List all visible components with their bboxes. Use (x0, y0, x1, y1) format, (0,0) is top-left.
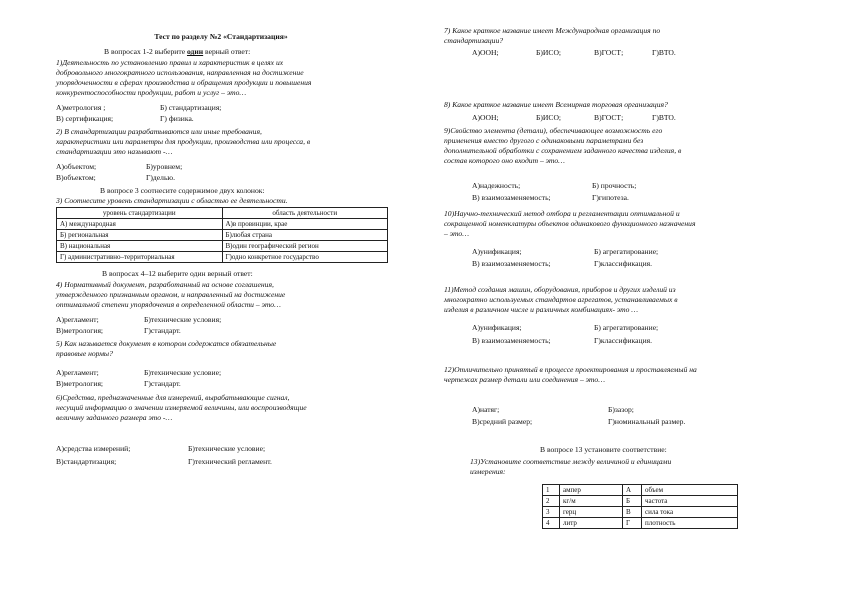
q8-option-b[interactable]: Б)ИСО; (536, 113, 562, 122)
q2-option-c[interactable]: В)объектом; (56, 173, 96, 182)
q12-option-a[interactable]: А)натяг; (472, 405, 500, 414)
q1-text-line: конкурентоспособности продукции, работ и услуг – это… (56, 88, 247, 97)
table3-cell: В)один географический регион (222, 241, 388, 252)
q5-option-b[interactable]: Б)технические условие; (144, 368, 222, 377)
q7-option-d[interactable]: Г)ВТО. (652, 48, 676, 57)
table-row (543, 496, 738, 507)
table13-cell: 2 (543, 496, 560, 507)
q7-option-a[interactable]: А)ООН; (472, 48, 499, 57)
table13-cell: объем (642, 485, 738, 496)
test-title: Тест по разделу №2 «Стандартизация» (154, 32, 288, 41)
q1-text-line: добровольного многократного использования, направленная на достижение (56, 68, 304, 77)
table13-cell: А (623, 485, 642, 496)
table13-cell: 1 (543, 485, 560, 496)
q11-text-line: изделия в различном числе и различных комбинациях- это … (444, 305, 639, 314)
q8-option-c[interactable]: В)ГОСТ; (594, 113, 624, 122)
q5-option-c[interactable]: В)метрология; (56, 379, 104, 388)
table3-cell: Б)любая страна (222, 230, 388, 241)
table13-cell: 3 (543, 507, 560, 518)
q4-option-c[interactable]: В)метрология; (56, 326, 104, 335)
q2-text-line: стандартизации это называют -… (56, 147, 173, 156)
table3-cell: В) национальная (57, 241, 223, 252)
q7-text-line: 7) Какое краткое название имеет Международная организация по (444, 26, 661, 35)
q13-matching-table (542, 484, 738, 529)
q9-option-c[interactable]: В) взаимозаменяемость; (472, 193, 551, 202)
q12-option-d[interactable]: Г)номинальный размер. (608, 417, 686, 426)
q4-option-a[interactable]: А)регламент; (56, 315, 99, 324)
q5-option-d[interactable]: Г)стандарт. (144, 379, 181, 388)
table-row (543, 507, 738, 518)
q4-option-b[interactable]: Б)технические условия; (144, 315, 222, 324)
table13-cell: 4 (543, 518, 560, 529)
q7-text-line: стандартизации? (444, 36, 504, 45)
table-row (57, 241, 388, 252)
table-row (543, 518, 738, 529)
q8-option-a[interactable]: А)ООН; (472, 113, 499, 122)
q5-option-a[interactable]: А)регламент; (56, 368, 99, 377)
q9-option-b[interactable]: Б) прочность; (592, 181, 637, 190)
q6-option-a[interactable]: А)средства измерений; (56, 444, 131, 453)
q8-text: 8) Какое краткое название имеет Всемирная торговая организация? (444, 100, 668, 109)
q5-text-line: правовые нормы? (56, 349, 113, 358)
q6-option-d[interactable]: Г)технический регламент. (188, 457, 272, 466)
q3-matching-table (56, 207, 388, 263)
table13-cell: герц (560, 507, 623, 518)
q1-option-d[interactable]: Г) физика. (160, 114, 194, 123)
q6-text-line: величину заданного размера это -… (56, 413, 173, 422)
table13-cell: сила тока (642, 507, 738, 518)
q1-text-line: 1)Деятельность по установлению правил и характеристик в целях их (56, 58, 284, 67)
table3-header: область деятельности (222, 208, 388, 219)
q10-text-line: – это… (444, 229, 469, 238)
table13-cell: литр (560, 518, 623, 529)
q4-text-line: утвержденного признанным органом, и направленный на достижение (56, 290, 286, 299)
q6-option-c[interactable]: В)стандартизация; (56, 457, 117, 466)
table13-cell: кг/м (560, 496, 623, 507)
q1-text-line: упорядоченности в сферах производства и обращения продукции и повышения (56, 78, 312, 87)
q2-text-line: характеристики или параметры для продукции, производства или процесса, в (56, 137, 311, 146)
q2-option-a[interactable]: А)объектом; (56, 162, 97, 171)
q12-text-line: чертежах размер детали или соединения – это… (444, 375, 605, 384)
q8-option-d[interactable]: Г)ВТО. (652, 113, 676, 122)
q11-text-line: 11)Метод создания машин, оборудования, приборов и других изделий из (444, 285, 676, 294)
q10-text-line: сокращенной номенклатуры объектов одинакового функционного назначения (444, 219, 696, 228)
q9-text-line: дополнительной обработки с сохранением заданного качества изделия, в (444, 146, 682, 155)
q11-option-c[interactable]: В) взаимозаменяемость; (472, 336, 551, 345)
table3-cell: Б) региональная (57, 230, 223, 241)
table13-cell: Г (623, 518, 642, 529)
q6-text-line: несущий информацию о значении измеряемой величины, или воспроизводящие (56, 403, 307, 412)
q6-text-line: 6)Средства, предназначенные для измерений, вырабатывающие сигнал, (56, 393, 290, 402)
q2-option-b[interactable]: Б)уровнем; (146, 162, 183, 171)
q10-option-b[interactable]: Б) агрегатирование; (594, 247, 659, 256)
q1-option-a[interactable]: А)метрология ; (56, 103, 106, 112)
q12-option-b[interactable]: Б)зазор; (608, 405, 634, 414)
q6-option-b[interactable]: Б)технические условие; (188, 444, 266, 453)
q10-option-a[interactable]: А)унификация; (472, 247, 522, 256)
q11-option-a[interactable]: А)унификация; (472, 323, 522, 332)
q10-option-d[interactable]: Г)классификация. (594, 259, 653, 268)
q11-option-b[interactable]: Б) агрегатирование; (594, 323, 659, 332)
q5-text-line: 5) Как называется документ в котором содержатся обязательные (56, 339, 277, 348)
table3-cell: А)в провинции, крае (222, 219, 388, 230)
q4-text-line: 4) Нормативный документ, разработанный на основе соглашения, (56, 280, 274, 289)
table13-cell: частота (642, 496, 738, 507)
table3-cell: Г) административно–территориальная (57, 252, 223, 263)
q11-option-d[interactable]: Г)классификация. (594, 336, 653, 345)
q13-text-line: 13)Установите соответствие между величиной и единицами (470, 457, 672, 466)
q11-text-line: многократно используемых стандартов агрегатов, устанавливаемых в (444, 295, 678, 304)
q9-option-a[interactable]: А)надежность; (472, 181, 521, 190)
q12-option-c[interactable]: В)средний размер; (472, 417, 533, 426)
table-row (57, 252, 388, 263)
q7-option-c[interactable]: В)ГОСТ; (594, 48, 624, 57)
q9-text-line: состав которого оно входит – это… (444, 156, 565, 165)
q12-text-line: 12)Отличительно принятый в процессе проектирования и проставляемый на (444, 365, 697, 374)
intro-q4-12: В вопросах 4–12 выберите один верный ответ: (102, 269, 253, 278)
intro-q13: В вопросе 13 установите соответствие: (540, 445, 667, 454)
intro-q3: В вопросе 3 соотнесите содержимое двух колонок: (100, 186, 265, 195)
table13-cell: плотность (642, 518, 738, 529)
q4-option-d[interactable]: Г)стандарт. (144, 326, 181, 335)
table3-header: уровень стандартизации (57, 208, 223, 219)
table-row (57, 219, 388, 230)
intro-q1-2: В вопросах 1-2 выберите один верный ответ: (104, 47, 251, 56)
q2-option-d[interactable]: Г)делью. (146, 173, 175, 182)
q10-text-line: 10)Научно-технический метод отбора и регламентации оптимальной и (444, 209, 680, 218)
q4-text-line: оптимальной степени упорядочения в определенной области – это… (56, 300, 281, 309)
table-row (543, 485, 738, 496)
q10-option-c[interactable]: В) взаимозаменяемость; (472, 259, 551, 268)
q2-text-line: 2) В стандартизации разрабатываются или иные требования, (56, 127, 262, 136)
intro-emphasis: один (186, 47, 204, 56)
table-row (57, 230, 388, 241)
q7-option-b[interactable]: Б)ИСО; (536, 48, 562, 57)
q1-option-c[interactable]: В) сертификация; (56, 114, 114, 123)
q9-text-line: 9)Свойство элемента (детали), обеспечивающее возможность его (444, 126, 663, 135)
q3-text: 3) Соотнесите уровень стандартизации с областью ее деятельности. (56, 196, 288, 205)
table3-cell: Г)одно конкретное государство (222, 252, 388, 263)
table13-cell: В (623, 507, 642, 518)
table3-cell: А) международная (57, 219, 223, 230)
q9-text-line: применения вместо другого с одинаковыми параметрами без (444, 136, 644, 145)
q1-option-b[interactable]: Б) стандартизация; (160, 103, 222, 112)
table13-cell: Б (623, 496, 642, 507)
q13-text-line: измерения: (470, 467, 506, 476)
q9-option-d[interactable]: Г)гипотеза. (592, 193, 629, 202)
table13-cell: ампер (560, 485, 623, 496)
